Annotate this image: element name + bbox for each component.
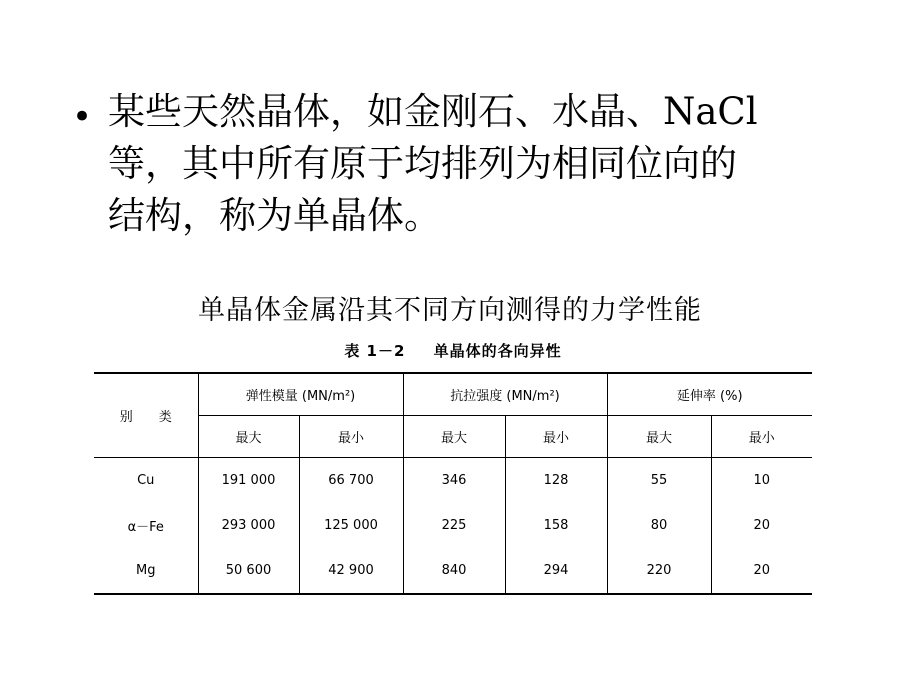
table-cell: 55 (607, 458, 711, 504)
table-cell: 80 (607, 503, 711, 548)
table-cell: 840 (403, 548, 505, 594)
group-header-tensile-strength: 抗拉强度 (MN/m²) (403, 373, 607, 416)
bullet-dot-icon: • (72, 97, 93, 137)
subheader-min: 最小 (505, 416, 607, 458)
bullet-text (108, 86, 832, 242)
table-cell: 225 (403, 503, 505, 548)
group-header-elastic-modulus: 弹性模量 (MN/m²) (198, 373, 403, 416)
subheader-min: 最小 (299, 416, 403, 458)
table-title (94, 340, 812, 361)
table-cell: 42 900 (299, 548, 403, 594)
table-number: 表 1－2 (344, 342, 406, 360)
table-row (94, 548, 812, 594)
row-name-cell: Mg (94, 548, 198, 594)
subheader-max: 最大 (198, 416, 299, 458)
table-cell: 191 000 (198, 458, 299, 504)
bullet-paragraph (72, 86, 832, 242)
bullet-line: 结构，称为单晶体。 (108, 194, 441, 237)
table-cell: 128 (505, 458, 607, 504)
table-cell: 50 600 (198, 548, 299, 594)
table-cell: 293 000 (198, 503, 299, 548)
row-header-cell: 别 类 (94, 373, 198, 458)
table-subheader-row (94, 416, 812, 458)
table-cell: 125 000 (299, 503, 403, 548)
table-cell: 158 (505, 503, 607, 548)
table-cell: 20 (711, 548, 812, 594)
table-row (94, 458, 812, 504)
subheader-max: 最大 (403, 416, 505, 458)
anisotropy-table (94, 372, 812, 595)
bullet-line: 等，其中所有原于均排列为相同位向的 (108, 142, 737, 185)
table-title-text: 单晶体的各向异性 (433, 342, 562, 360)
bullet-line: 某些天然晶体，如金刚石、水晶、NaCl (108, 90, 758, 133)
scanned-table-image (94, 340, 812, 602)
table-cell: 346 (403, 458, 505, 504)
table-cell: 10 (711, 458, 812, 504)
table-cell: 294 (505, 548, 607, 594)
table-cell: 220 (607, 548, 711, 594)
subheader-max: 最大 (607, 416, 711, 458)
table-header-row (94, 373, 812, 416)
subheader-min: 最小 (711, 416, 812, 458)
group-header-elongation: 延伸率 (%) (607, 373, 812, 416)
table-cell: 20 (711, 503, 812, 548)
row-name-cell: α－Fe (94, 503, 198, 548)
table-caption: 单晶体金属沿其不同方向测得的力学性能 (198, 295, 702, 326)
table-row (94, 503, 812, 548)
row-name-cell: Cu (94, 458, 198, 504)
table-cell: 66 700 (299, 458, 403, 504)
